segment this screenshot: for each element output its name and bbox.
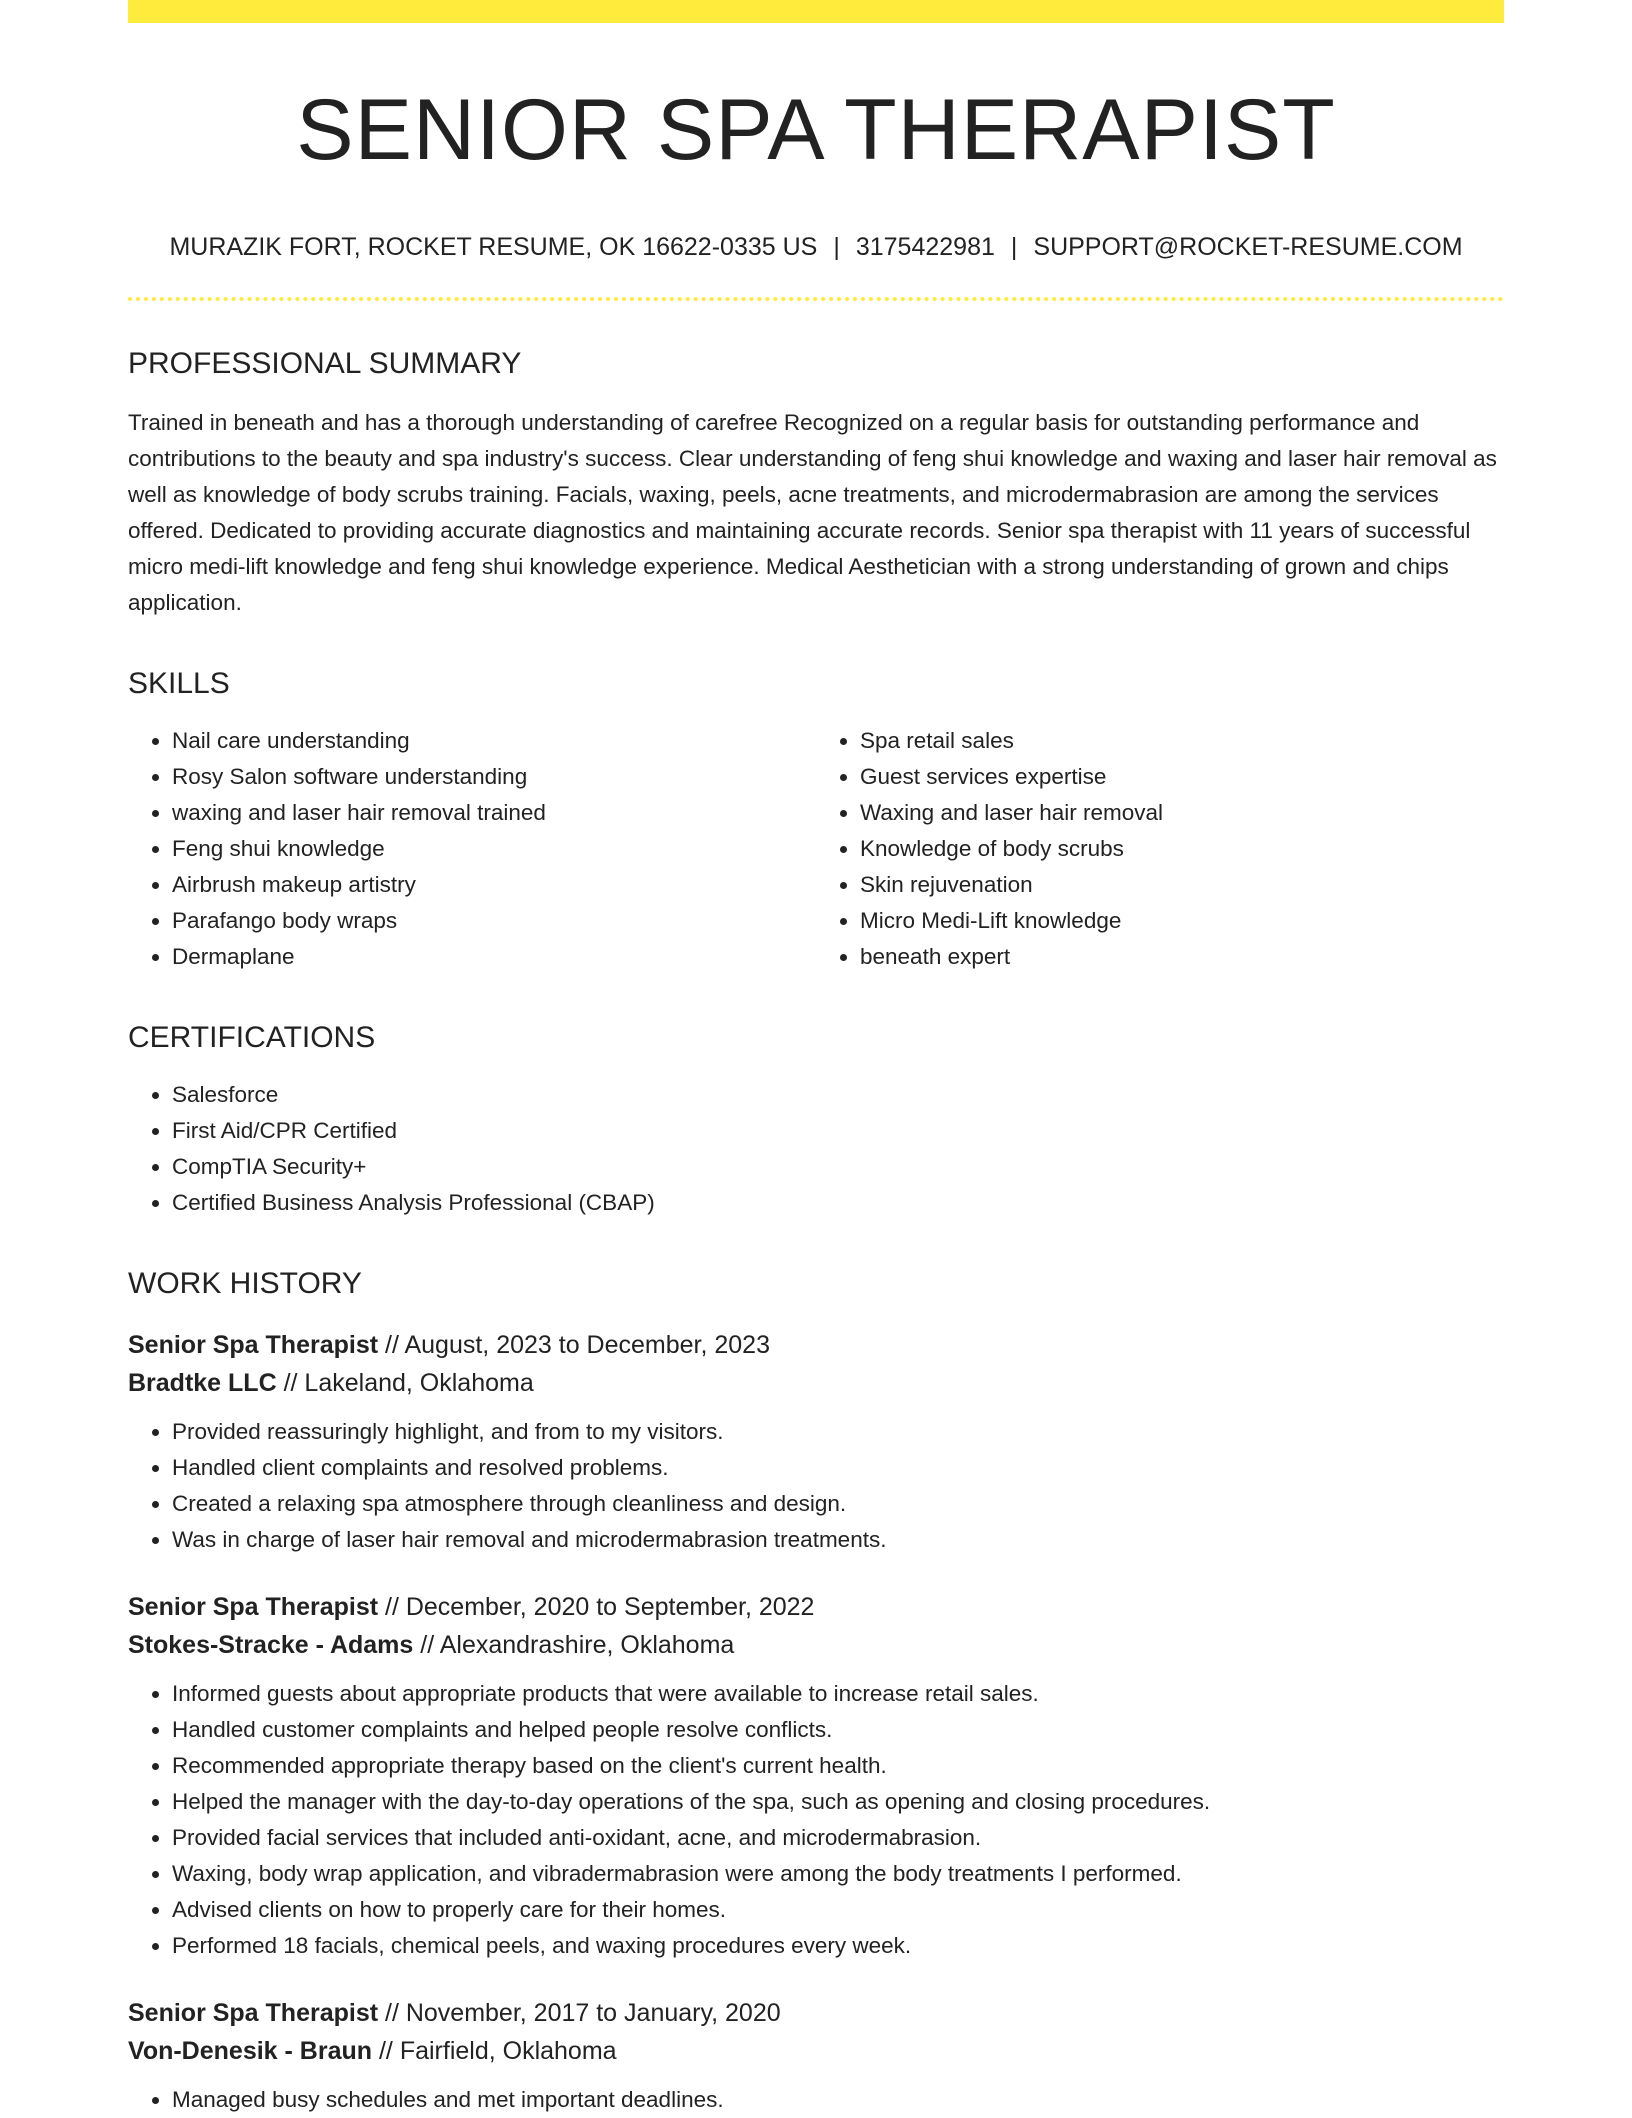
- job-bullet: • Handled customer complaints and helped people resolve conflicts.: [172, 1712, 1504, 1748]
- certification-item: • CompTIA Security+: [172, 1149, 1504, 1185]
- contact-email: SUPPORT@ROCKET-RESUME.COM: [1033, 232, 1463, 261]
- contact-phone: 3175422981: [855, 232, 995, 261]
- skill-item: • Waxing and laser hair removal: [860, 795, 1504, 831]
- job-company: Stokes-Stracke - Adams: [128, 1630, 414, 1659]
- job-title-line: [128, 1994, 1504, 2032]
- job-company: Von-Denesik - Braun: [128, 2036, 373, 2065]
- accent-top-bar: [128, 0, 1504, 23]
- skill-item: • Dermaplane: [172, 939, 816, 975]
- job-bullet: • Provided reassuringly highlight, and from to my visitors.: [172, 1414, 1504, 1450]
- job-role: Senior Spa Therapist: [128, 1592, 379, 1621]
- job-entry: [128, 1994, 1504, 2118]
- skill-item: • Feng shui knowledge: [172, 831, 816, 867]
- skill-item: • Nail care understanding: [172, 723, 816, 759]
- skill-item: • Airbrush makeup artistry: [172, 867, 816, 903]
- skill-item: • waxing and laser hair removal trained: [172, 795, 816, 831]
- job-entry: [128, 1326, 1504, 1558]
- job-bullet: • Managed busy schedules and met important deadlines.: [172, 2082, 1504, 2118]
- certification-item: • First Aid/CPR Certified: [172, 1113, 1504, 1149]
- skill-item: • beneath expert: [860, 939, 1504, 975]
- skills-grid: [128, 723, 1504, 975]
- job-title-line: [128, 1326, 1504, 1364]
- certifications-heading: CERTIFICATIONS: [128, 1020, 376, 1054]
- job-bullet: • Was in charge of laser hair removal and microdermabrasion treatments.: [172, 1522, 1504, 1558]
- job-bullet: • Performed 18 facials, chemical peels, and waxing procedures every week.: [172, 1928, 1504, 1964]
- job-dates: // November, 2017 to January, 2020: [378, 1998, 781, 2027]
- skills-list-left: [128, 723, 816, 975]
- work-history-heading: WORK HISTORY: [128, 1266, 362, 1300]
- job-bullet: • Advised clients on how to properly care for their homes.: [172, 1892, 1504, 1928]
- skill-item: • Micro Medi-Lift knowledge: [860, 903, 1504, 939]
- job-bullet: • Recommended appropriate therapy based on the client's current health.: [172, 1748, 1504, 1784]
- dotted-divider: [128, 297, 1504, 301]
- contact-line: [128, 232, 1504, 262]
- job-bullet: • Created a relaxing spa atmosphere through cleanliness and design.: [172, 1486, 1504, 1522]
- job-company-line: [128, 1626, 1504, 1664]
- certification-item: • Certified Business Analysis Professional (CBAP): [172, 1185, 1504, 1221]
- job-bullets: [128, 1414, 1504, 1558]
- resume-name: SENIOR SPA THERAPIST: [296, 82, 1336, 178]
- job-bullet: • Provided facial services that included anti-oxidant, acne, and microdermabrasion.: [172, 1820, 1504, 1856]
- contact-address: MURAZIK FORT, ROCKET RESUME, OK 16622-0335 US: [169, 232, 818, 261]
- job-company-line: [128, 1364, 1504, 1402]
- job-dates: // December, 2020 to September, 2022: [378, 1592, 815, 1621]
- job-role: Senior Spa Therapist: [128, 1330, 379, 1359]
- job-bullet: • Helped the manager with the day-to-day operations of the spa, such as opening and closing procedures.: [172, 1784, 1504, 1820]
- skill-item: • Spa retail sales: [860, 723, 1504, 759]
- job-bullet: • Handled client complaints and resolved problems.: [172, 1450, 1504, 1486]
- job-bullets: [128, 2082, 1504, 2118]
- summary-text: Trained in beneath and has a thorough understanding of carefree Recognized on a regular basis for outstanding performance and contributions to the beauty and spa industry's success. Clear understanding of feng shui knowledge and waxing and laser hair removal as well as knowledge of body scrubs training. Facials, waxing, peels, acne treatments, and microdermabrasion are among the services offered. Dedicated to providing accurate diagnostics and maintaining accurate records. Senior spa therapist with 11 years of successful micro medi-lift knowledge and feng shui knowledge experience. Medical Aesthetician with a strong understanding of grown and chips application.: [128, 409, 1497, 615]
- job-entry: [128, 1588, 1504, 1964]
- job-bullet: • Waxing, body wrap application, and vibradermabrasion were among the body treatments I performed.: [172, 1856, 1504, 1892]
- skill-item: • Skin rejuvenation: [860, 867, 1504, 903]
- job-company: Bradtke LLC: [128, 1368, 277, 1397]
- job-location: // Lakeland, Oklahoma: [276, 1368, 534, 1397]
- certifications-list: [128, 1077, 1504, 1221]
- skill-item: • Rosy Salon software understanding: [172, 759, 816, 795]
- contact-separator: |: [1010, 232, 1018, 261]
- certification-item: • Salesforce: [172, 1077, 1504, 1113]
- summary-heading: PROFESSIONAL SUMMARY: [128, 346, 522, 380]
- job-location: // Fairfield, Oklahoma: [372, 2036, 617, 2065]
- contact-separator: |: [833, 232, 840, 261]
- skills-list-right: [816, 723, 1504, 975]
- job-company-line: [128, 2032, 1504, 2070]
- job-dates: // August, 2023 to December, 2023: [378, 1330, 770, 1359]
- job-location: // Alexandrashire, Oklahoma: [413, 1630, 735, 1659]
- skills-heading: SKILLS: [128, 666, 230, 700]
- job-bullet: • Informed guests about appropriate products that were available to increase retail sales.: [172, 1676, 1504, 1712]
- skill-item: • Guest services expertise: [860, 759, 1504, 795]
- job-title-line: [128, 1588, 1504, 1626]
- skill-item: • Knowledge of body scrubs: [860, 831, 1504, 867]
- job-bullets: [128, 1676, 1504, 1964]
- job-role: Senior Spa Therapist: [128, 1998, 379, 2027]
- resume-page: [128, 0, 1504, 2118]
- skill-item: • Parafango body wraps: [172, 903, 816, 939]
